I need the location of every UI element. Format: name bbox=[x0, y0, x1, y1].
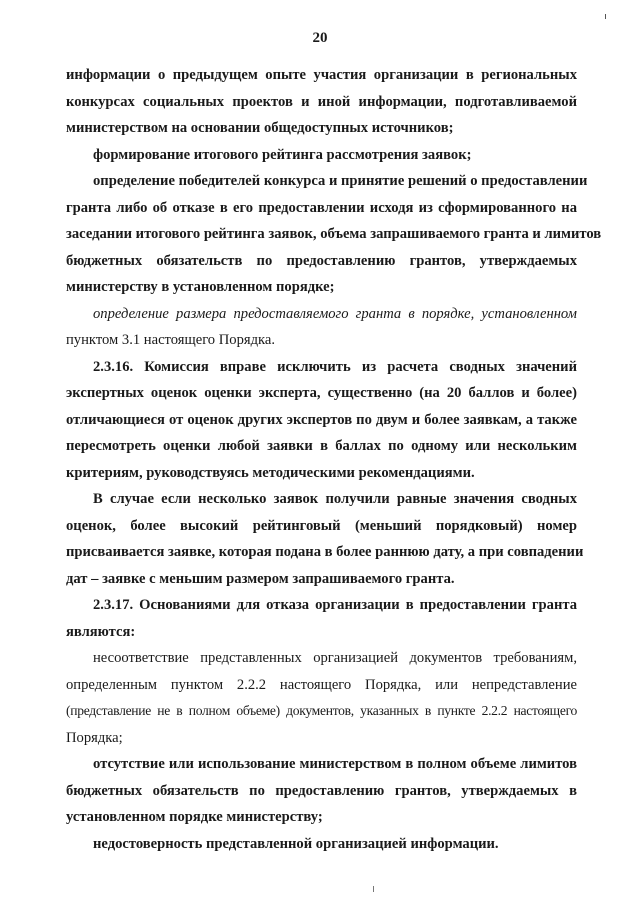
scan-mark bbox=[373, 886, 374, 892]
text-line: присваивается заявке, которая подана в более раннюю дату, а при совпадении bbox=[66, 544, 584, 560]
text-line: дат – заявке с меньшим размером запрашиваемого гранта. bbox=[66, 571, 455, 587]
text-line: В случае если несколько заявок получили равные значения сводных bbox=[93, 491, 577, 507]
text-line: 2.3.17. Основаниями для отказа организации в предоставлении гранта bbox=[93, 597, 577, 613]
text-line: министерству в установленном порядке; bbox=[66, 279, 335, 295]
text-line: (представление не в полном объеме) документов, указанных в пункте 2.2.2 настоящего bbox=[66, 703, 577, 718]
page-number: 20 bbox=[312, 30, 328, 46]
text-line: экспертных оценок оценки эксперта, существенно (на 20 баллов и более) bbox=[66, 385, 577, 401]
text-line: 2.3.16. Комиссия вправе исключить из расчета сводных значений bbox=[93, 359, 577, 375]
text-line: критериям, руководствуясь методическими рекомендациями. bbox=[66, 465, 475, 481]
text-line: отсутствие или использование министерством в полном объеме лимитов bbox=[93, 756, 577, 772]
text-line: установленном порядке министерству; bbox=[66, 809, 323, 825]
text-line: бюджетных обязательств по предоставлению грантов, утверждаемых в bbox=[66, 783, 577, 799]
text-line: несоответствие представленных организацией документов требованиям, bbox=[93, 650, 577, 666]
text-line: являются: bbox=[66, 624, 136, 640]
text-line: недостоверность представленной организацией информации. bbox=[93, 836, 499, 852]
text-line: конкурсах социальных проектов и иной информации, подготавливаемой bbox=[66, 94, 577, 110]
text-line: гранта либо об отказе в его предоставлении исходя из сформированного на bbox=[66, 200, 577, 216]
text-line: министерством на основании общедоступных источников; bbox=[66, 120, 454, 136]
text-line: пунктом 3.1 настоящего Порядка. bbox=[66, 332, 276, 348]
scan-mark bbox=[605, 14, 606, 19]
text-line: заседании итогового рейтинга заявок, объема запрашиваемого гранта и лимитов bbox=[66, 226, 602, 242]
text-line: определенным пунктом 2.2.2 настоящего Порядка, или непредставление bbox=[66, 677, 577, 693]
text-line: оценок, более высокий рейтинговый (меньший порядковый) номер bbox=[66, 518, 577, 534]
text-line: бюджетных обязательств по предоставлению грантов, утверждаемых bbox=[66, 253, 577, 269]
text-line: информации о предыдущем опыте участия организации в региональных bbox=[66, 67, 577, 83]
text-line: пересмотреть оценки любой заявки в баллах по одному или нескольким bbox=[66, 438, 577, 454]
text-line: формирование итогового рейтинга рассмотрения заявок; bbox=[93, 147, 472, 163]
text-line: определение победителей конкурса и принятие решений о предоставлении bbox=[93, 173, 588, 189]
text-line: Порядка; bbox=[66, 730, 123, 746]
text-line: отличающиеся от оценок других экспертов по двум и более заявкам, а также bbox=[66, 412, 577, 428]
text-line: определение размера предоставляемого гранта в порядке, установленном bbox=[93, 306, 577, 322]
